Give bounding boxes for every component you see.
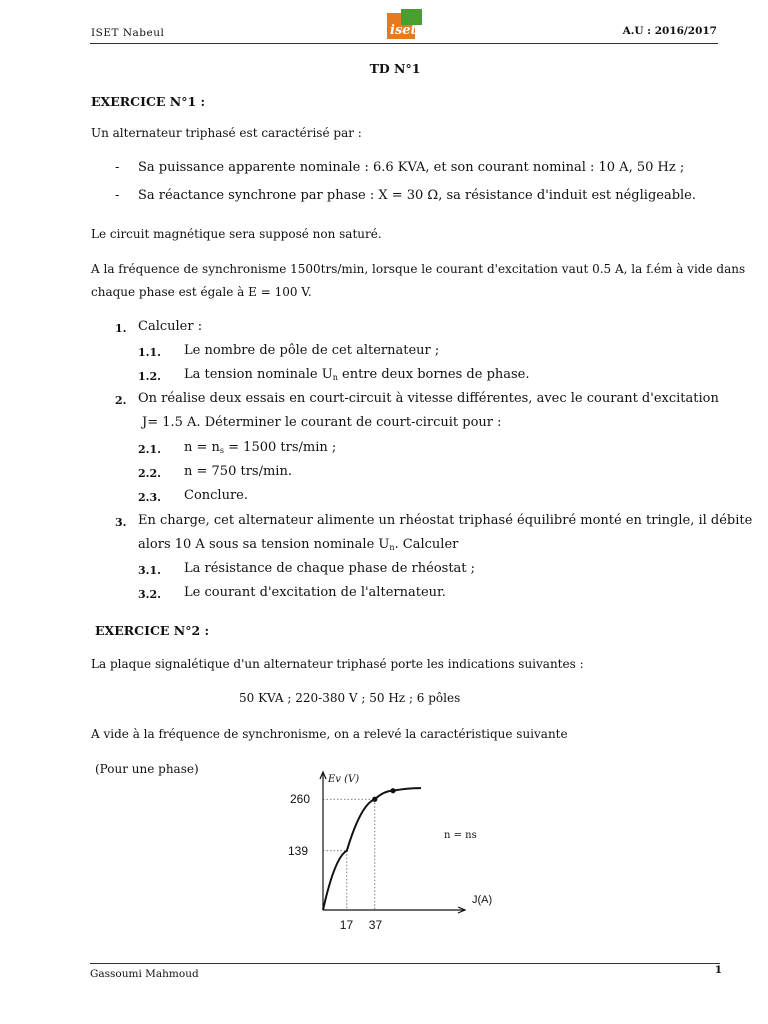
bullet-dash: - xyxy=(115,160,120,175)
ex1-freq-line-2: chaque phase est égale à E = 100 V. xyxy=(91,285,312,299)
q2-line-2: J= 1.5 A. Déterminer le courant de court-circuit pour : xyxy=(142,415,502,430)
chart-points xyxy=(372,788,395,802)
x-axis-label: J(A) xyxy=(472,894,493,906)
question-number: 3.1. xyxy=(138,564,161,577)
q3-1-text: La résistance de chaque phase de rhéostat ; xyxy=(184,561,476,576)
q3-2-text: Le courant d'excitation de l'alternateur. xyxy=(184,585,446,600)
iset-logo xyxy=(387,9,422,39)
ex2-plate: 50 KVA ; 220-380 V ; 50 Hz ; 6 pôles xyxy=(239,691,461,705)
ex1-intro: Un alternateur triphasé est caractérisé par : xyxy=(91,126,362,140)
header-institution: ISET Nabeul xyxy=(91,27,165,39)
question-number: 2.2. xyxy=(138,467,161,480)
ex1-bullet-1: Sa puissance apparente nominale : 6.6 KVA, et son courant nominal : 10 A, 50 Hz ; xyxy=(138,160,685,175)
q2-1-text: $n = n_s = 1500$ trs/min ; xyxy=(184,440,337,455)
q1-2-text: La tension nominale $U_n$ entre deux bornes de phase. xyxy=(184,367,530,382)
q2-2-text: n = 750 trs/min. xyxy=(184,464,292,479)
characteristic-chart xyxy=(270,762,500,942)
y-axis-label: Ev (V) xyxy=(328,774,360,785)
header-academic-year: A.U : 2016/2017 xyxy=(622,25,717,37)
q1-1-text: Le nombre de pôle de cet alternateur ; xyxy=(184,343,440,358)
ex2-plate-intro: La plaque signalétique d'un alternateur triphasé porte les indications suivantes : xyxy=(91,657,584,671)
data-point xyxy=(390,788,395,793)
question-number: 1.2. xyxy=(138,370,161,383)
header-rule xyxy=(90,43,718,44)
exercise-1-heading: EXERCICE N°1 : xyxy=(91,94,206,109)
chart-guides xyxy=(323,799,375,910)
question-number: 2. xyxy=(115,394,127,407)
question-number: 3. xyxy=(115,516,127,529)
ex1-circuit: Le circuit magnétique sera supposé non saturé. xyxy=(91,227,382,241)
question-number: 1.1. xyxy=(138,346,161,359)
ex1-freq-line-1: A la fréquence de synchronisme 1500trs/min, lorsque le courant d'excitation vaut 0.5 A, la f.ém à vide dans xyxy=(91,262,746,276)
svg-text:iset: iset xyxy=(390,23,417,38)
q1-text: Calculer : xyxy=(138,319,203,334)
bullet-dash: - xyxy=(115,188,120,203)
y-tick-label: 139 xyxy=(288,843,309,858)
chart-annotation: n = ns xyxy=(444,830,477,841)
q2-3-text: Conclure. xyxy=(184,488,248,503)
x-tick-label: 17 xyxy=(339,918,354,932)
page-number: 1 xyxy=(714,964,722,976)
y-tick-label: 260 xyxy=(290,792,311,807)
question-number: 3.2. xyxy=(138,588,161,601)
q3-line-1: En charge, cet alternateur alimente un rhéostat triphasé équilibré monté en tringle, il débite xyxy=(138,513,753,528)
footer-rule xyxy=(90,963,720,964)
ex2-vide: A vide à la fréquence de synchronisme, on a relevé la caractéristique suivante xyxy=(91,727,568,741)
chart-curve xyxy=(323,788,421,910)
page-title: TD N°1 xyxy=(369,61,421,76)
question-number: 1. xyxy=(115,322,127,335)
exercise-2-heading: EXERCICE N°2 : xyxy=(95,623,210,638)
x-tick-label: 37 xyxy=(368,918,383,932)
footer-author: Gassoumi Mahmoud xyxy=(90,968,199,980)
ex1-bullet-2: Sa réactance synchrone par phase : X = 30 Ω, sa résistance d'induit est négligeable. xyxy=(138,188,697,203)
question-number: 2.1. xyxy=(138,443,161,456)
q2-line-1: On réalise deux essais en court-circuit à vitesse différentes, avec le courant d'excitation xyxy=(138,391,719,406)
question-number: 2.3. xyxy=(138,491,161,504)
q3-line-2: alors 10 A sous sa tension nominale $U_n$. Calculer xyxy=(138,537,459,552)
ex2-phase: (Pour une phase) xyxy=(95,762,199,776)
data-point xyxy=(372,797,377,802)
